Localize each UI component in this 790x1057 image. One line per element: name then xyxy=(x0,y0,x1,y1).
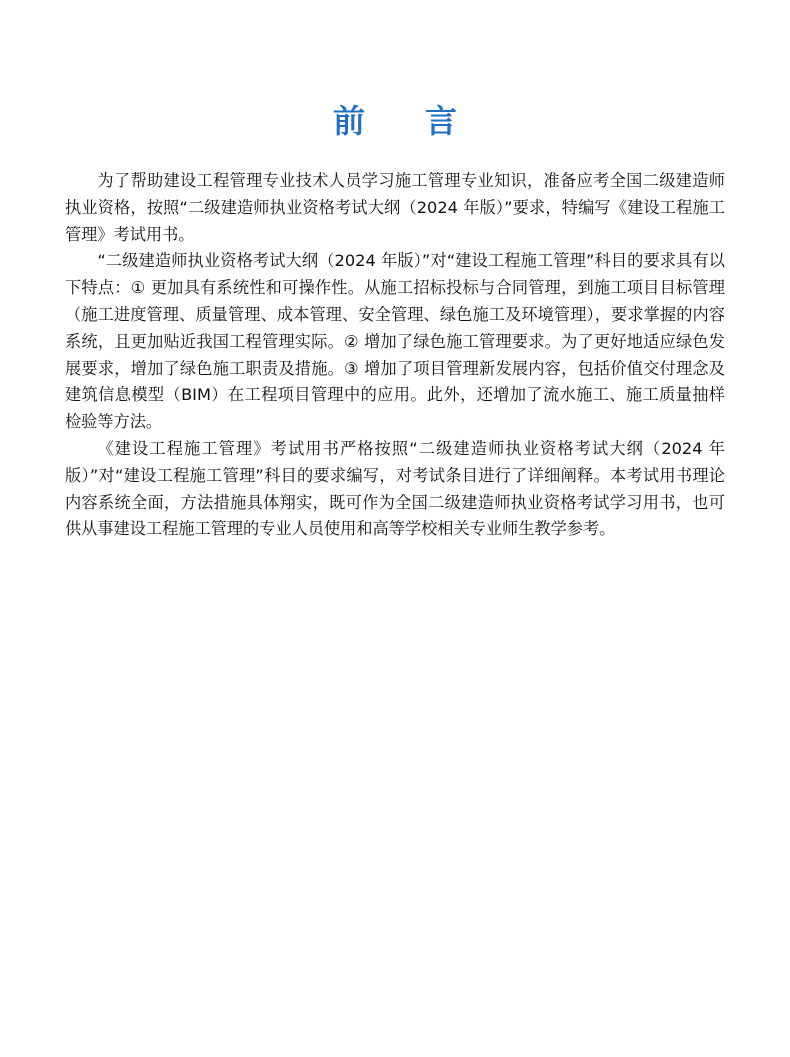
paragraph-2: “二级建造师执业资格考试大纲（2024 年版）”对“建设工程施工管理”科目的要求具有以下特点：① 更加具有系统性和可操作性。从施工招标投标与合同管理，到施工项目目标管理（施工进度管理、质量管理、成本管理、安全管理、绿色施工及环境管理），要求掌握的内容系统，且更加贴近我国工程管理实际。② 增加了绿色施工管理要求。为了更好地适应绿色发展要求，增加了绿色施工职责及措施。③ 增加了项目管理新发展内容，包括价值交付理念及建筑信息模型（BIM）在工程项目管理中的应用。此外，还增加了流水施工、施工质量抽样检验等方法。 xyxy=(65,251,725,432)
paragraph-1: 为了帮助建设工程管理专业技术人员学习施工管理专业知识，准备应考全国二级建造师执业资格，按照“二级建造师执业资格考试大纲（2024 年版）”要求，特编写《建设工程施工管理》考试用书。 xyxy=(65,171,725,244)
paragraph-3: 《建设工程施工管理》考试用书严格按照“二级建造师执业资格考试大纲（2024 年版）”对“建设工程施工管理”科目的要求编写，对考试条目进行了详细阐释。本考试用书理论内容系统全面，方法措施具体翔实，既可作为全国二级建造师执业资格考试学习用书，也可供从事建设工程施工管理的专业人员使用和高等学校相关专业师生教学参考。 xyxy=(65,438,725,539)
preface-body xyxy=(65,168,725,543)
page-title: 前言 xyxy=(332,102,517,141)
